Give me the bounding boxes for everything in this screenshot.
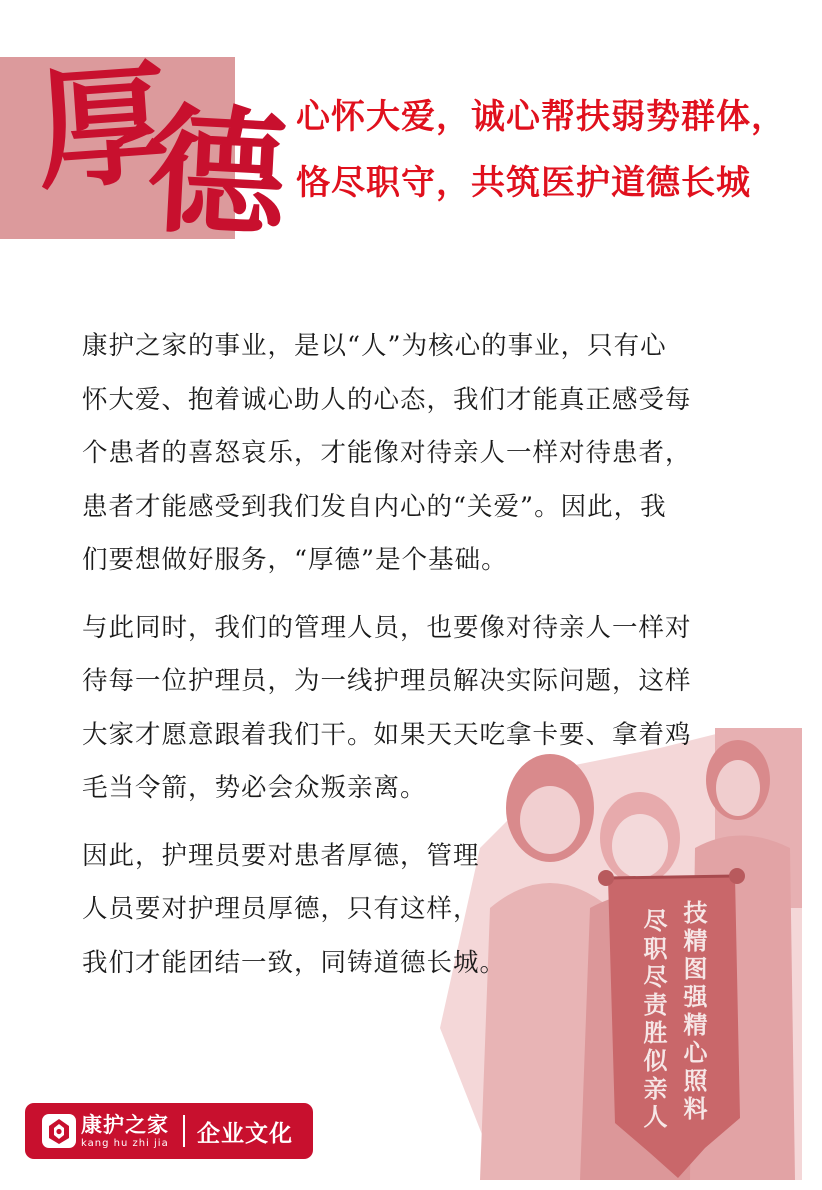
banner-column-1: 技精图强精心照料 bbox=[679, 900, 708, 1124]
paragraph-line: 患者才能感受到我们发自内心的“关爱”。因此，我 bbox=[82, 491, 667, 522]
paragraph-line: 大家才愿意跟着我们干。如果天天吃拿卡要、拿着鸡 bbox=[82, 719, 692, 750]
paragraph-3 bbox=[82, 830, 742, 991]
body-text bbox=[82, 320, 742, 1004]
banner-column-2: 尽职尽责胜似亲人 bbox=[639, 908, 668, 1132]
slogan bbox=[296, 92, 786, 224]
brand-pinyin: kang hu zhi jia bbox=[81, 1137, 169, 1149]
footer-brand-badge bbox=[25, 1103, 313, 1159]
paragraph-line: 毛当令箭，势必会众叛亲离。 bbox=[82, 773, 427, 803]
slogan-line-2: 恪尽职守，共筑医护道德长城 bbox=[296, 163, 751, 203]
calligraphy-char-de: 德 bbox=[143, 87, 291, 258]
paragraph-line: 个患者的喜怒哀乐，才能像对待亲人一样对待患者， bbox=[82, 438, 692, 468]
paragraph-line: 怀大爱、抱着诚心助人的心态，我们才能真正感受每 bbox=[82, 384, 692, 415]
paragraph-2 bbox=[82, 602, 742, 816]
paragraph-line: 我们才能团结一致，同铸道德长城。 bbox=[82, 947, 507, 978]
paragraph-1 bbox=[82, 320, 742, 588]
paragraph-line: 康护之家的事业，是以“人”为核心的事业，只有心 bbox=[82, 331, 667, 361]
calligraphy-char-hou: 厚 bbox=[30, 45, 174, 210]
brand-logo-icon bbox=[41, 1113, 77, 1149]
paragraph-line: 因此，护理员要对患者厚德，管理 bbox=[82, 840, 480, 871]
calligraphy-title bbox=[30, 45, 291, 262]
paragraph-line: 人员要对护理员厚德，只有这样， bbox=[82, 894, 480, 924]
brand-wordmark bbox=[81, 1113, 169, 1150]
paragraph-line: 与此同时，我们的管理人员，也要像对待亲人一样对 bbox=[82, 612, 692, 643]
footer-tagline: 企业文化 bbox=[197, 1120, 293, 1147]
paragraph-line: 待每一位护理员，为一线护理员解决实际问题，这样 bbox=[82, 666, 692, 696]
brand-name: 康护之家 bbox=[81, 1112, 169, 1137]
footer-divider bbox=[183, 1115, 185, 1147]
slogan-line-1: 心怀大爱，诚心帮扶弱势群体， bbox=[296, 97, 786, 137]
paragraph-line: 们要想做好服务，“厚德”是个基础。 bbox=[82, 545, 508, 575]
